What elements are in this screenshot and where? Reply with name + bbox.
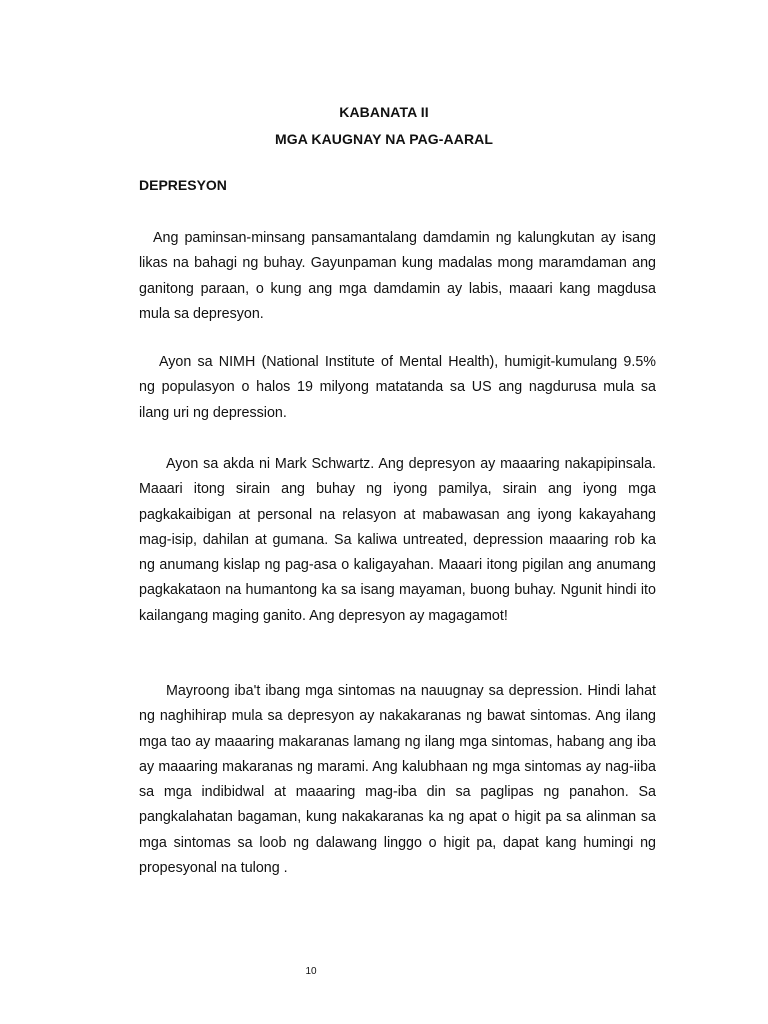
paragraph-3: Ayon sa akda ni Mark Schwartz. Ang depresyon ay maaaring nakapipinsala. Maaari itong sirain ang buhay ng iyong pamilya, sirain ang iyong mga pagkakaibigan at personal na relasyon at mabawasan ang iyong kakayahang mag-isip, dahilan at gumana. Sa kaliwa untreated, depression maaaring rob ka ng anumang kislap ng pag-asa o kaligayahan. Maaari itong pigilan ang anumang pagkakataon na humantong ka sa isang mayaman, buong buhay. Ngunit hindi ito kailangang maging ganito. Ang depresyon ay magagamot! — [139, 456, 656, 624]
paragraph-2: Ayon sa NIMH (National Institute of Mental Health), humigit-kumulang 9.5% ng populasyon o halos 19 milyong matatanda sa US ang nagdurusa mula sa ilang uri ng depression. — [139, 354, 656, 421]
page-number: 10 — [305, 966, 317, 977]
paragraph-4: Mayroong iba't ibang mga sintomas na nauugnay sa depression. Hindi lahat ng naghihirap mula sa depresyon ay nakakaranas ng bawat sintomas. Ang ilang mga tao ay maaaring makaranas lamang ng ilang mga sintomas, habang ang iba ay maaaring makaranas ng marami. Ang kalubhaan ng mga sintomas ay nag-iiba sa mga indibidwal at maaaring mag-iba din sa paglipas ng panahon. Sa pangkalahatan bagaman, kung nakakaranas ka ng apat o higit pa sa alinman sa mga sintomas sa loob ng dalawang linggo o higit pa, dapat kang humingi ng propesyonal na tulong . — [139, 683, 656, 877]
chapter-subtitle: MGA KAUGNAY NA PAG-AARAL — [274, 131, 494, 147]
chapter-title: KABANATA II — [339, 104, 429, 120]
paragraph-1: Ang paminsan-minsang pansamantalang damdamin ng kalungkutan ay isang likas na bahagi ng buhay. Gayunpaman kung madalas mong maramdaman ang ganitong paraan, o kung ang mga damdamin ay labis, maaari kang magdusa mula sa depresyon. — [139, 230, 656, 322]
section-heading: DEPRESYON — [139, 177, 227, 193]
